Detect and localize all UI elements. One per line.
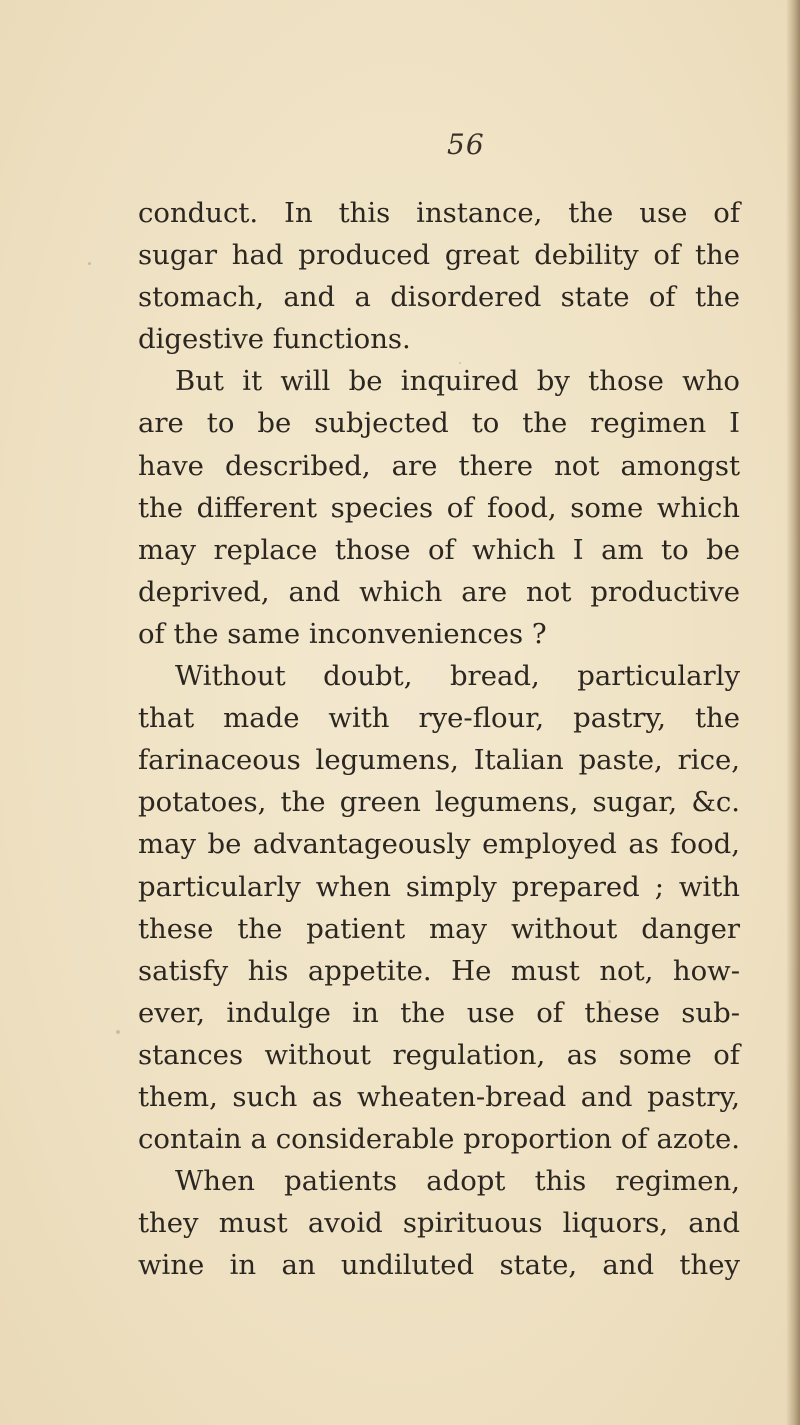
page-number: 56 [447, 128, 485, 161]
text-line: stances without regulation, as some of [138, 1038, 740, 1071]
text-line: that made with rye-flour, pastry, the [138, 702, 740, 735]
text-line: Without doubt, bread, particularly [175, 660, 740, 693]
text-line: potatoes, the green legumens, sugar, &c. [138, 786, 740, 819]
text-line: When patients adopt this regimen, [175, 1165, 740, 1198]
text-line: of the same inconveniences ? [138, 617, 547, 650]
text-line: may be advantageously employed as food, [138, 828, 740, 861]
text-line: farinaceous legumens, Italian paste, rice, [138, 744, 740, 777]
page-edge-shadow [786, 0, 800, 1425]
text-line: stomach, and a disordered state of the [138, 281, 740, 314]
text-line: are to be subjected to the regimen I [138, 407, 740, 440]
text-line: these the patient may without danger [138, 912, 740, 945]
text-line: deprived, and which are not productive [138, 575, 740, 608]
text-line: may replace those of which I am to be [138, 533, 740, 566]
text-line: conduct. In this instance, the use of [138, 197, 740, 229]
text-line: wine in an undiluted state, and they [138, 1249, 740, 1282]
paper-speck [608, 1000, 611, 1003]
text-line: But it will be inquired by those who [175, 365, 740, 398]
text-line: sugar had produced great debility of the [138, 239, 740, 272]
text-line: they must avoid spirituous liquors, and [138, 1207, 740, 1240]
text-line: satisfy his appetite. He must not, how- [138, 954, 740, 987]
body-text [138, 192, 740, 1286]
paper-speck [88, 262, 91, 265]
text-line: them, such as wheaten-bread and pastry, [138, 1080, 740, 1113]
text-line: the different species of food, some which [138, 491, 740, 524]
text-line: particularly when simply prepared ; with [138, 870, 740, 903]
text-line: ever, indulge in the use of these sub- [138, 996, 740, 1029]
paper-speck [459, 362, 461, 364]
paper-speck [116, 1030, 120, 1034]
text-line: digestive functions. [138, 323, 411, 356]
text-line: have described, are there not amongst [138, 449, 740, 482]
text-line: contain a considerable proportion of azote. [138, 1123, 740, 1156]
